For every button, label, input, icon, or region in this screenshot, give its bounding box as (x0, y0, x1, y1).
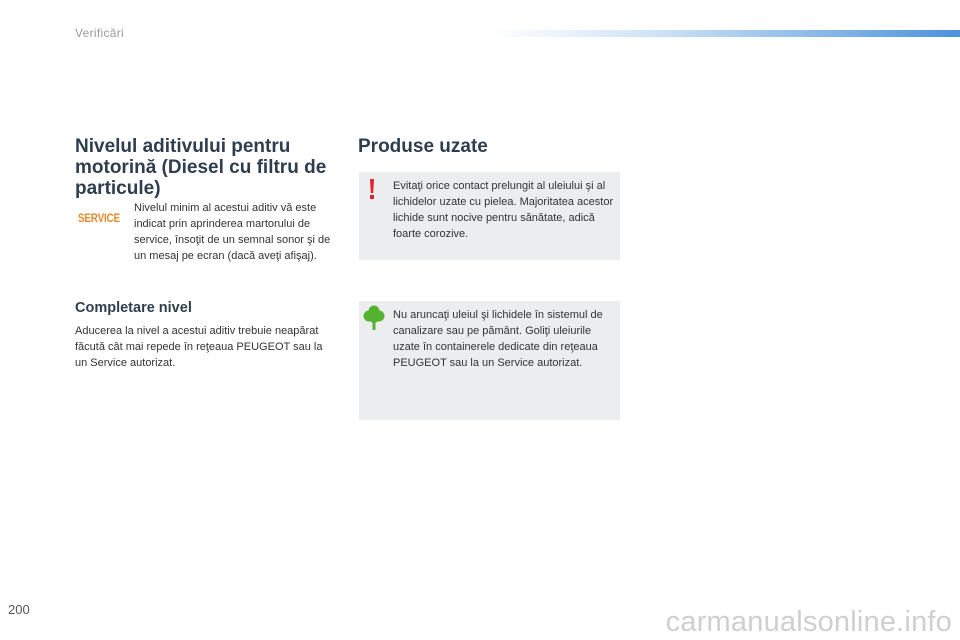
watermark: carmanualsonline.info (665, 606, 952, 638)
exclamation-icon (367, 178, 377, 200)
completion-text: Aducerea la nivel a acestui aditiv trebuie neapărat făcută cât mai repede în reţeaua PEUGEOT sau la un Service autorizat. (75, 325, 323, 369)
warning-note-text: Evitaţi orice contact prelungit al uleiului şi al lichidelor uzate cu pielea. Majoritatea acestor lichide sunt nocive pentru sănătate, adică foarte corozive. (393, 180, 614, 240)
completion-heading: Completare nivel (75, 300, 192, 316)
page-number: 200 (8, 602, 30, 617)
warning-note-box (359, 172, 620, 260)
service-warning-icon: SERVICE (78, 211, 120, 225)
service-indicator-text: Nivelul minim al acestui aditiv vă este indicat prin aprinderea martorului de service, însoţit de un semnal sonor şi de un mesaj pe ecran (dacă aveţi afişaj). (134, 202, 331, 262)
additive-section-title: Nivelul aditivului pentru motorină (Diesel cu filtru de particule) (75, 136, 327, 199)
page-header-title: Verificări (75, 26, 125, 40)
eco-note-box (359, 301, 620, 420)
tree-icon (363, 305, 385, 331)
header-accent-bar (490, 30, 960, 37)
eco-note-text: Nu aruncaţi uleiul şi lichidele în sistemul de canalizare sau pe pământ. Goliţi uleiurile uzate în containerele dedicate din reţeaua PEUGEOT sau la un Service autorizat. (393, 309, 603, 369)
used-products-title: Produse uzate (358, 136, 488, 157)
